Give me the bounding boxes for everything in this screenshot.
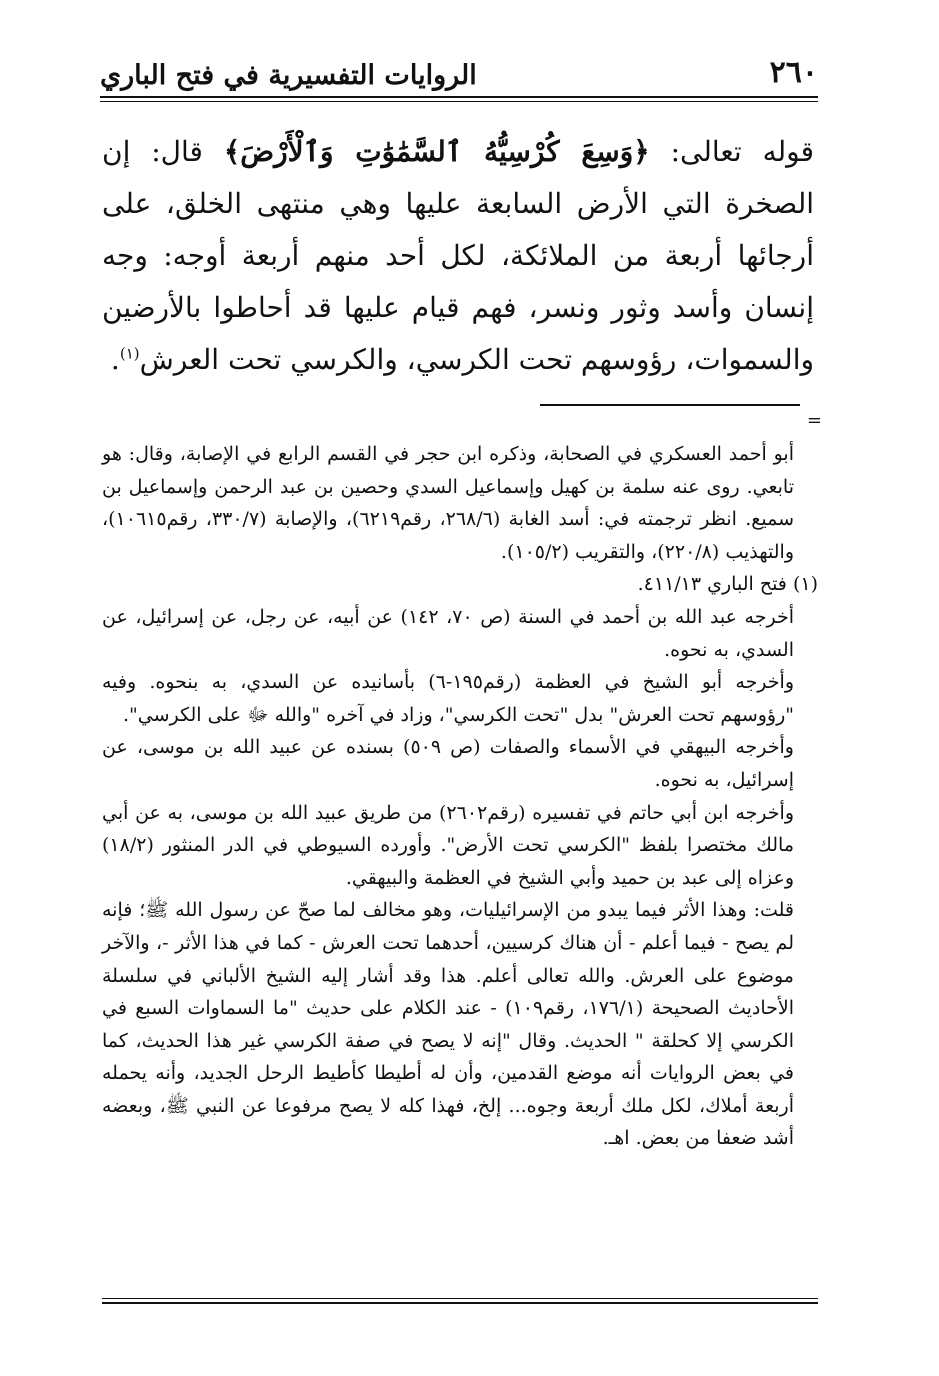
footnote-separator	[540, 404, 800, 406]
bottom-rule	[102, 1298, 818, 1299]
footnote-continuation-marker: =	[806, 410, 822, 431]
main-paragraph	[102, 126, 814, 386]
main-text	[102, 126, 814, 386]
footnote-1-source-row	[102, 568, 818, 601]
footnote-1-label: (١)	[792, 573, 818, 596]
page-number: ٢٦٠	[769, 55, 818, 90]
page-header	[100, 52, 818, 104]
header-rule-thin	[100, 101, 818, 102]
main-intro: قوله تعالى:	[649, 135, 815, 168]
footnote-1-source: فتح الباري ٤١١/١٣.	[637, 573, 787, 596]
footnote-paragraph: وأخرجه ابن أبي حاتم في تفسيره (رقم٢٦٠٢) من طريق عبيد الله بن موسى، به عن أبي مالك مختصرا بلفظ "الكرسي تحت الأرض". وأورده السيوطي في الدر المنثور (١٨/٢) وعزاه إلى عبد بن حميد وأبي الشيخ في العظمة والبيهقي.	[102, 801, 794, 889]
running-title: الروايات التفسيرية في فتح الباري	[100, 60, 477, 91]
quran-verse: ﴿وَسِعَ كُرْسِيُّهُ ٱلسَّمَٰوَٰتِ وَٱلْأَرْضَ﴾	[223, 135, 650, 168]
footnotes	[102, 438, 818, 1155]
header-rule	[100, 96, 818, 98]
footnote-paragraph: قلت: وهذا الأثر فيما يبدو من الإسرائيليات، وهو مخالف لما صحّ عن رسول الله ﷺ؛ فإنه لم يصح - فيما أعلم - أن هناك كرسيين، أحدهما تحت العرش - كما في هذا الأثر -، والآخر موضوع على العرش. والله تعالى أعلم. هذا وقد أشار إليه الشيخ الألباني في سلسلة الأحاديث الصحيحة (١٧٦/١، رقم١٠٩) - عند الكلام على حديث "ما السماوات السبع في الكرسي إلا كحلقة " الحديث. وقال "إنه لا يصح في صفة الكرسي غير هذا الحديث، كما في بعض الروايات أنه موضع القدمين، وأن له أطيطا كأطيط الرحل الجديد، وأنه يحمله أربعة أملاك، لكل ملك أربعة وجوه... إلخ، فهذا كله لا يصح مرفوعا عن النبي ﷺ، وبعضه أشد ضعفا من بعض. اهـ.	[102, 899, 794, 1150]
main-end: .	[110, 343, 120, 376]
footnote-paragraph: وأخرجه البيهقي في الأسماء والصفات (ص ٥٠٩) بسنده عن عبيد الله بن موسى، عن إسرائيل، به نحوه.	[102, 736, 794, 791]
bottom-rule-thick	[102, 1302, 818, 1304]
main-body: قال: إن الصخرة التي الأرض السابعة عليها وهي منتهى الخلق، على أرجائها أربعة من الملائكة، لكل أحد منهم أربعة أوجه: وجه إنسان وأسد وثور ونسر، فهم قيام عليها قد أحاطوا بالأرضين والسموات، رؤوسهم تحت الكرسي، والكرسي تحت العرش	[102, 135, 814, 376]
footnote-carryover: أبو أحمد العسكري في الصحابة، وذكره ابن حجر في القسم الرابع في الإصابة، وقال: هو تابعي. روى عنه سلمة بن كهيل وإسماعيل السدي وحصين بن عبد الرحمن وإسماعيل بن سميع. انظر ترجمته في: أسد الغابة (٢٦٨/٦، رقم٦٢١٩)، والإصابة (٣٣٠/٧، رقم١٠٦١٥)، والتهذيب (٢٢٠/٨)، والتقريب (١٠٥/٢).	[102, 443, 795, 563]
footnote-reference: (١)	[119, 344, 140, 363]
footnote-paragraph: أخرجه عبد الله بن أحمد في السنة (ص ٧٠، ١٤٢) عن أبيه، عن رجل، عن إسرائيل، عن السدي، به نحوه.	[102, 605, 794, 661]
footnote-paragraph: وأخرجه أبو الشيخ في العظمة (رقم١٩٥-٦) بأسانيده عن السدي، به بنحوه. وفيه "رؤوسهم تحت العرش" بدل "تحت الكرسي"، وزاد في آخره "والله ﷻ على الكرسي".	[102, 671, 794, 726]
